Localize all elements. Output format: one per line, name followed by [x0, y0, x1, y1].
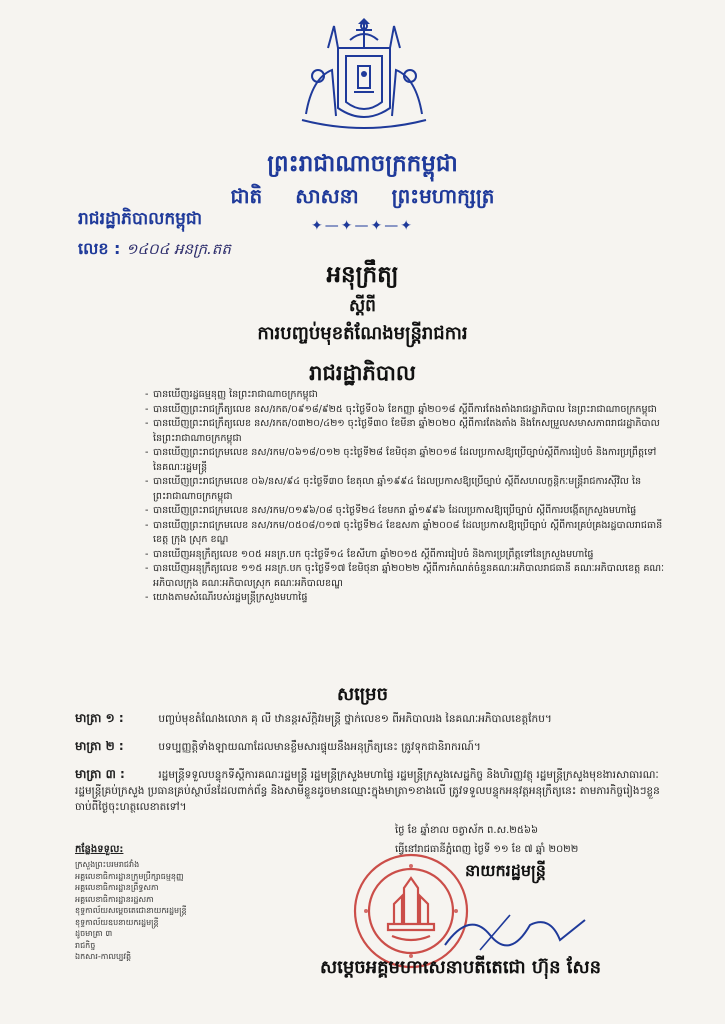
article-1 [75, 710, 665, 727]
ornament-divider: ✦—✦—✦—✦ [311, 218, 414, 234]
lunar-date: ថ្ងៃ ខែ ឆ្នាំខាល ចត្វាស័ក ព.ស.២៥៦៦ [395, 825, 539, 836]
distribution-item: ក្រសួងព្រះបរមរាជវាំង [75, 860, 140, 869]
reference-item: - បានឃើញព្រះរាជក្រមលេខ នស/រកម/០៥០៨/០១៧ ចុះថ្ងៃទី២៤ ខែឧសភា ឆ្នាំ២០០៨ ដែលប្រកាសឱ្យប្រើច្បាប់ ស្តីពីការគ្រប់គ្រងរដ្ឋបាលរាជធានី ខេត្ត ក្រុង ស្រុក ខណ្ឌ [145, 519, 665, 548]
legal-references-list [145, 388, 665, 606]
reference-item: - បានឃើញព្រះរាជក្រឹត្យលេខ នស/រកត/០៩១៨/៩២៥ ចុះថ្ងៃទី០៦ ខែកញ្ញា ឆ្នាំ២០១៨ ស្តីពីការតែងតាំងរាជរដ្ឋាភិបាល នៃព្រះរាជាណាចក្រកម្ពុជា [145, 403, 665, 418]
reference-item: - បានឃើញអនុក្រឹត្យលេខ ១១៥ អនក្រ.បក ចុះថ្ងៃទី១៧ ខែមិថុនា ឆ្នាំ២០២២ ស្តីពីការកំណត់ចំនួនគណៈអភិបាលរាជធានី គណៈអភិបាលខេត្ត គណៈអភិបាលក្រុង គណៈអភិបាលស្រុក គណៈអភិបាលខណ្ឌ [145, 562, 665, 591]
decree-title: អនុក្រឹត្យ [326, 262, 399, 288]
article-label: មាត្រា ២ : [75, 739, 124, 753]
distribution-item: អគ្គលេខាធិការដ្ឋានរដ្ឋសភា [75, 894, 154, 904]
number-label: លេខ : [78, 239, 121, 258]
article-2 [75, 738, 665, 755]
government-label: រាជរដ្ឋាភិបាលកម្ពុជា [78, 209, 203, 229]
article-3 [75, 766, 665, 815]
article-text: បញ្ចប់មុខតំណែងលោក គុ លី ឋានន្តរស័ក្តិវរមន្ត្រី ថ្នាក់លេខ១ ពីអភិបាលរង នៃគណៈអភិបាលខេត្តកែប។ [158, 713, 552, 725]
reference-item: - បានឃើញព្រះរាជក្រមលេខ នស/រកម/០៦១៨/០១២ ចុះថ្ងៃទី២៨ ខែមិថុនា ឆ្នាំ២០១៨ ដែលប្រកាសឱ្យប្រើច្បាប់ស្តីពីការរៀបចំ និងការប្រព្រឹត្តទៅនៃគណៈរដ្ឋមន្ត្រី [145, 446, 665, 475]
decision-heading: សម្រេច [336, 684, 389, 705]
distribution-list [75, 842, 245, 963]
document-number [78, 238, 231, 262]
reference-item: - បានឃើញអនុក្រឹត្យលេខ ១០៥ អនក្រ.បក ចុះថ្ងៃទី១៤ ខែសីហា ឆ្នាំ២០១៥ ស្តីពីការរៀបចំ និងការប្រព្រឹត្តទៅនៃក្រសួងមហាផ្ទៃ [145, 548, 665, 563]
authority-heading: រាជរដ្ឋាភិបាល [309, 361, 416, 385]
distribution-item: ដូចមាត្រា ៣ [75, 929, 113, 938]
distribution-item: ឯកសារ-កាលប្បវត្តិ [75, 952, 132, 961]
handwritten-signature [440, 905, 590, 960]
reference-item: - បានឃើញព្រះរាជក្រមលេខ នស/រកម/០១៩៦/០៨ ចុះថ្ងៃទី២៤ ខែមករា ឆ្នាំ១៩៩៦ ដែលប្រកាសឱ្យប្រើច្បាប់ ស្តីពីការបង្កើតក្រសួងមហាផ្ទៃ [145, 504, 665, 519]
about-label: ស្តីពី [349, 296, 376, 316]
signatory-role: នាយករដ្ឋមន្ត្រី [465, 861, 546, 880]
reference-item: - យោងតាមសំណើរបស់រដ្ឋមន្ត្រីក្រសួងមហាផ្ទៃ [145, 591, 665, 606]
reference-item: - បានឃើញរដ្ឋធម្មនុញ្ញ នៃព្រះរាជាណាចក្រកម្ពុជា [145, 388, 665, 403]
national-motto: ជាតិ សាសនា ព្រះមហាក្សត្រ [230, 184, 495, 208]
number-value: ១៤០៤ អនក្រ.តត [126, 240, 231, 258]
article-label: មាត្រា ៣ : [75, 767, 125, 781]
distribution-title: កន្លែងទទួល: [75, 844, 124, 855]
article-label: មាត្រា ១ : [75, 711, 124, 725]
reference-item: - បានឃើញព្រះរាជក្រមលេខ ០៦/នស/៩៤ ចុះថ្ងៃទី៣០ ខែតុលា ឆ្នាំ១៩៩៤ ដែលប្រកាសឱ្យប្រើច្បាប់ ស្តីពីសហលក្ខន្តិកៈមន្ត្រីរាជការស៊ីវិល នៃព្រះរាជាណាចក្រកម្ពុជា [145, 475, 665, 504]
decree-subject: ការបញ្ចប់មុខតំណែងមន្ត្រីរាជការ [257, 323, 468, 344]
article-text: រដ្ឋមន្ត្រីទទួលបន្ទុកទីស្តីការគណៈរដ្ឋមន្ត្រី រដ្ឋមន្ត្រីក្រសួងមហាផ្ទៃ រដ្ឋមន្ត្រីក្រសួងសេដ្ឋកិច្ច និងហិរញ្ញវត្ថុ រដ្ឋមន្ត្រីក្រសួងមុខងារសាធារណៈ រដ្ឋមន្ត្រីគ្រប់ក្រសួង ប្រធានគ្រប់ស្ថាប័នដែលពាក់ព័ន្ធ និងសាមីខ្លួនដូចមានឈ្មោះក្នុងមាត្រា១ខាងលើ ត្រូវទទួលបន្ទុកអនុវត្តអនុក្រឹត្យនេះ តាមភារកិច្ចរៀងៗខ្លួនចាប់ពីថ្ងៃចុះហត្ថលេខាតទៅ។ [75, 769, 660, 813]
reference-item: - បានឃើញព្រះរាជក្រឹត្យលេខ នស/រកត/០៣២០/៤២១ ចុះថ្ងៃទី៣០ ខែមីនា ឆ្នាំ២០២០ ស្តីពីការតែងតាំង និងកែសម្រួលសមាសភាពរាជរដ្ឋាភិបាល នៃព្រះរាជាណាចក្រកម្ពុជា [145, 417, 665, 446]
distribution-item: អគ្គលេខាធិការដ្ឋានព្រឹទ្ធសភា [75, 883, 159, 892]
distribution-item: ខុទ្ទកាល័យសម្តេចតេជោនាយករដ្ឋមន្ត្រី [75, 906, 187, 915]
article-text: បទប្បញ្ញត្តិទាំងឡាយណាដែលមានខ្លឹមសារផ្ទុយនឹងអនុក្រឹត្យនេះ ត្រូវទុកជានិរាករណ៍។ [158, 741, 481, 753]
solar-date: ធ្វើនៅរាជធានីភ្នំពេញ ថ្ងៃទី ១១ ខែ ៧ ឆ្នាំ ២០២២ [395, 844, 579, 855]
distribution-item: ខុទ្ទកាល័យឧបនាយករដ្ឋមន្ត្រី [75, 917, 159, 927]
royal-coat-of-arms-emblem [298, 18, 430, 130]
distribution-item: រាជកិច្ច [75, 940, 96, 950]
signatory-name: សម្តេចអគ្គមហាសេនាបតីតេជោ ហ៊ុន សែន [320, 957, 602, 978]
kingdom-title: ព្រះរាជាណាចក្រកម្ពុជា [267, 151, 458, 177]
distribution-item: អគ្គលេខាធិការដ្ឋានក្រុមប្រឹក្សាធម្មនុញ្ញ [75, 871, 184, 881]
